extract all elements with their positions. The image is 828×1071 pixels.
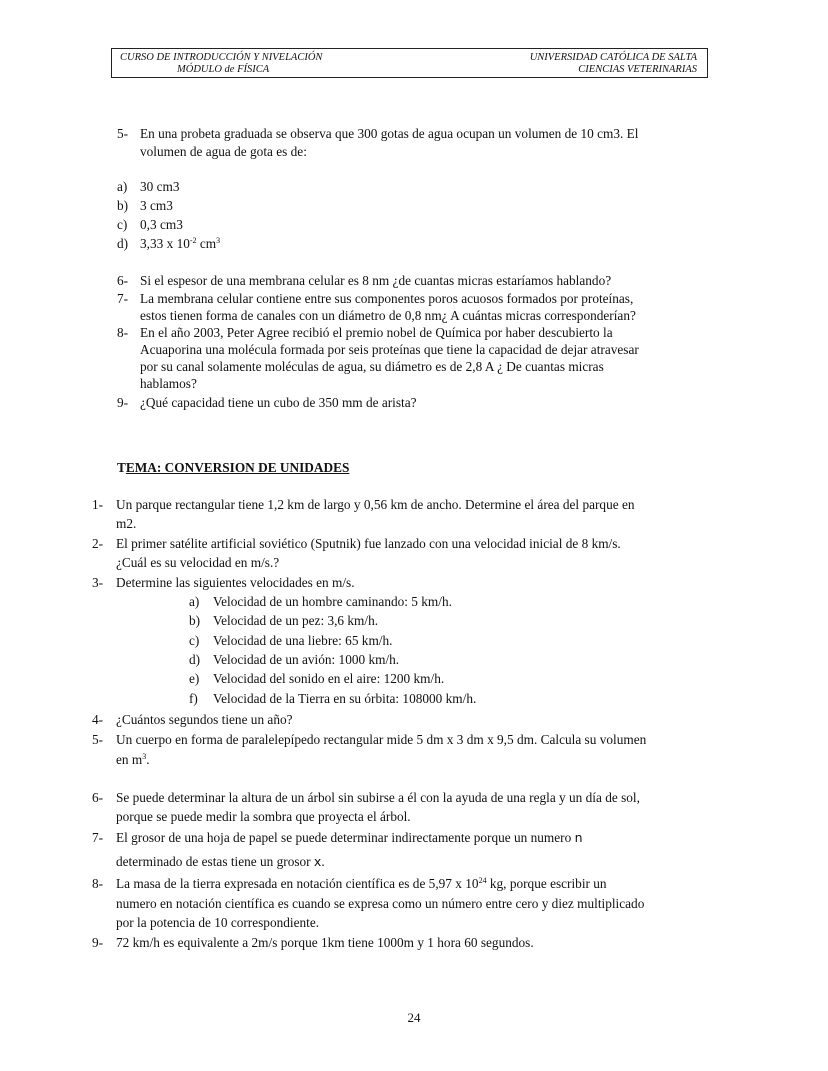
question-text: Acuaporina una molécula formada por seis proteínas que tiene la capacidad de dejar atravesar <box>140 342 639 357</box>
exercise-text: por la potencia de 10 correspondiente. <box>116 915 320 930</box>
page-number: 24 <box>407 1010 421 1025</box>
velocity-label: c) <box>189 633 200 648</box>
option-label: d) <box>117 236 129 251</box>
exercise-text: porque se puede medir la sombra que proyecta el árbol. <box>116 809 411 824</box>
exercise-text: El primer satélite artificial soviético (Sputnik) fue lanzado con una velocidad inicial de 8 km/s. <box>116 536 621 551</box>
velocity-label: d) <box>189 652 201 667</box>
exercise-text: El grosor de una hoja de papel se puede determinar indirectamente porque un numero n <box>116 830 583 845</box>
question-text: hablamos? <box>140 376 197 391</box>
header-right <box>530 52 697 76</box>
velocity-item: Velocidad de la Tierra en su órbita: 108000 km/h. <box>213 691 477 706</box>
exercise-number: 5- <box>92 732 104 747</box>
velocity-item: Velocidad de un avión: 1000 km/h. <box>213 652 400 667</box>
question-number: 7- <box>117 291 129 306</box>
exercise-text: 72 km/h es equivalente a 2m/s porque 1km tiene 1000m y 1 hora 60 segundos. <box>116 935 534 950</box>
question-number: 8- <box>117 325 129 340</box>
velocity-item: Velocidad del sonido en el aire: 1200 km/h. <box>213 671 445 686</box>
question-number: 6- <box>117 273 129 288</box>
question-text: por su canal solamente moléculas de agua, su diámetro es de 2,8 A ¿ De cuantas micras <box>140 359 604 374</box>
velocity-label: e) <box>189 671 200 686</box>
exercise-text: ¿Cuál es su velocidad en m/s.? <box>116 555 280 570</box>
exercise-text: m2. <box>116 516 137 531</box>
variable-n: n <box>574 830 583 845</box>
exercise-text: en $m^3$. <box>116 752 150 767</box>
exercise-text: Un parque rectangular tiene 1,2 km de largo y 0,56 km de ancho. Determine el área del parque en <box>116 497 635 512</box>
variable-x: x <box>313 854 322 869</box>
option-label: c) <box>117 217 128 232</box>
question-number: 5- <box>117 126 129 141</box>
section-heading: TEMA: CONVERSION DE UNIDADES <box>117 460 350 475</box>
velocity-label: b) <box>189 613 201 628</box>
question-text: estos tienen forma de canales con un diámetro de 0,8 nm¿ A cuántas micras corresponderían? <box>140 308 636 323</box>
department-name: CIENCIAS VETERINARIAS <box>578 64 697 75</box>
velocity-item: Velocidad de una liebre: 65 km/h. <box>213 633 393 648</box>
exercise-text: Un cuerpo en forma de paralelepípedo rectangular mide 5 dm x 3 dm x 9,5 dm. Calcula su volumen <box>116 732 647 747</box>
question-text: ¿Qué capacidad tiene un cubo de 350 mm de arista? <box>140 395 417 410</box>
exercise-number: 8- <box>92 876 104 891</box>
question-number: 9- <box>117 395 129 410</box>
page-header <box>111 48 708 78</box>
option-label: b) <box>117 198 129 213</box>
exercise-text: Determine las siguientes velocidades en m/s. <box>116 575 355 590</box>
option-label: a) <box>117 179 128 194</box>
option-text: 30 cm3 <box>140 179 180 194</box>
question-text: La membrana celular contiene entre sus componentes poros acuosos formados por proteínas, <box>140 291 634 306</box>
velocity-label: a) <box>189 594 200 609</box>
question-text: En una probeta graduada se observa que 300 gotas de agua ocupan un volumen de 10 cm3. El <box>140 126 639 141</box>
option-text: 3,33 x $10^{-2}$ $cm^3$ <box>140 236 221 251</box>
university-name: UNIVERSIDAD CATÓLICA DE SALTA <box>529 52 697 63</box>
exercise-text: numero en notación científica es cuando se expresa como un número entre cero y diez multiplicado <box>116 896 645 911</box>
exercise-text: Se puede determinar la altura de un árbol sin subirse a él con la ayuda de una regla y un día de sol, <box>116 790 640 805</box>
exercise-number: 1- <box>92 497 104 512</box>
course-title: CURSO DE INTRODUCCIÓN Y NIVELACIÓN <box>120 52 323 63</box>
option-text: 0,3 cm3 <box>140 217 183 232</box>
question-text: En el año 2003, Peter Agree recibió el premio nobel de Química por haber descubierto la <box>140 325 613 340</box>
velocity-item: Velocidad de un hombre caminando: 5 km/h. <box>213 594 452 609</box>
exercise-text: determinado de estas tiene un grosor x. <box>116 854 325 869</box>
option-text: 3 cm3 <box>140 198 173 213</box>
exercise-number: 4- <box>92 712 104 727</box>
exercise-number: 2- <box>92 536 104 551</box>
exercise-number: 6- <box>92 790 104 805</box>
question-text: Si el espesor de una membrana celular es 8 nm ¿de cuantas micras estaríamos hablando? <box>140 273 612 288</box>
exercise-number: 3- <box>92 575 104 590</box>
velocity-item: Velocidad de un pez: 3,6 km/h. <box>213 613 379 628</box>
exercise-number: 7- <box>92 830 104 845</box>
exercise-text: ¿Cuántos segundos tiene un año? <box>116 712 293 727</box>
velocity-label: f) <box>189 691 198 706</box>
question-text: volumen de agua de gota es de: <box>140 144 307 159</box>
exercise-text: La masa de la tierra expresada en notación científica es de 5,97 x $10^{24}$ kg, porque escribir un <box>116 876 607 891</box>
module-title: MÓDULO de FÍSICA <box>177 64 270 75</box>
header-left <box>120 52 322 76</box>
exercise-number: 9- <box>92 935 104 950</box>
